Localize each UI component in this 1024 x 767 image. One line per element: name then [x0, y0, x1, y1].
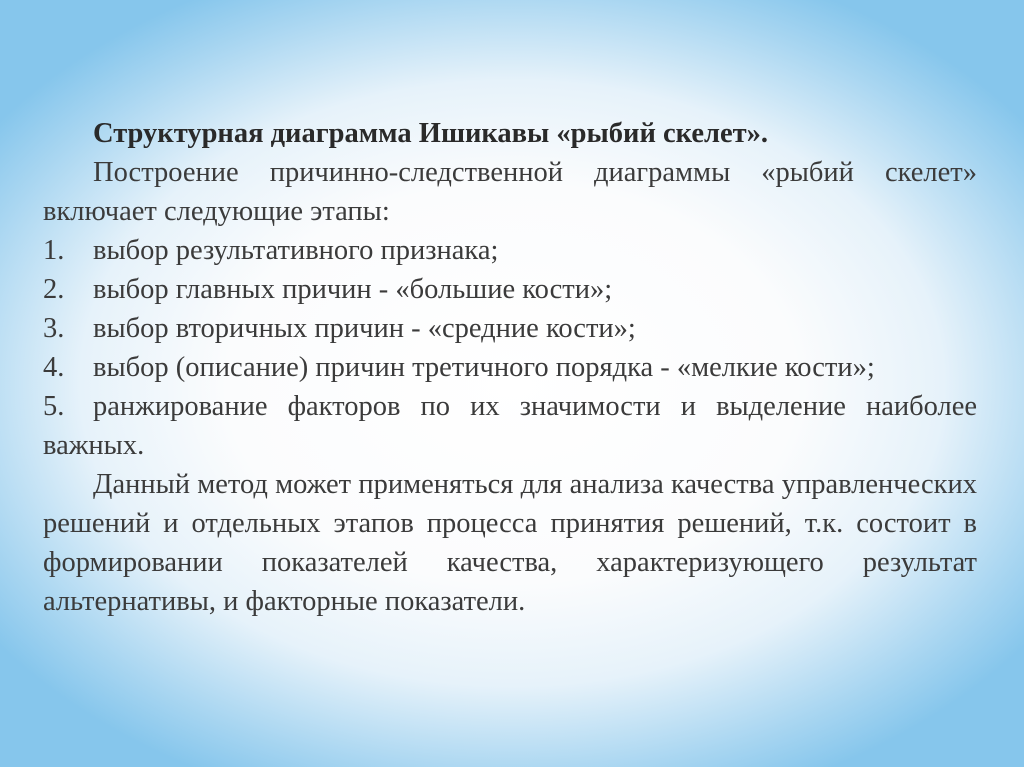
step-item: [43, 270, 977, 309]
step-number: 2.: [43, 274, 65, 305]
intro-paragraph: Построение причинно-следственной диаграммы «рыбий скелет» включает следующие этапы:: [43, 157, 977, 227]
step-item: [43, 348, 977, 387]
step-number: 1.: [43, 235, 65, 266]
step-text: выбор вторичных причин - «средние кости»;: [93, 313, 636, 344]
step-item: [43, 231, 977, 270]
conclusion-paragraph: Данный метод может применяться для анализа качества управленческих решений и отдельных этапов процесса принятия решений, т.к. состоит в формировании показателей качества, характеризующего результат альтернативы, и факторные показатели.: [43, 469, 977, 617]
step-text: выбор главных причин - «большие кости»;: [93, 274, 613, 305]
step-text: выбор результативного признака;: [93, 235, 499, 266]
step-item: [43, 309, 977, 348]
slide-content: [43, 114, 977, 621]
step-number: 5.: [43, 391, 65, 422]
step-item: [43, 387, 977, 465]
step-number: 4.: [43, 352, 65, 383]
step-number: 3.: [43, 313, 65, 344]
step-text: ранжирование факторов по их значимости и выделение наиболее важных.: [43, 391, 977, 461]
step-text: выбор (описание) причин третичного порядка - «мелкие кости»;: [93, 352, 875, 383]
steps-list: [43, 231, 977, 465]
slide-title: Структурная диаграмма Ишикавы «рыбий скелет».: [93, 118, 769, 149]
